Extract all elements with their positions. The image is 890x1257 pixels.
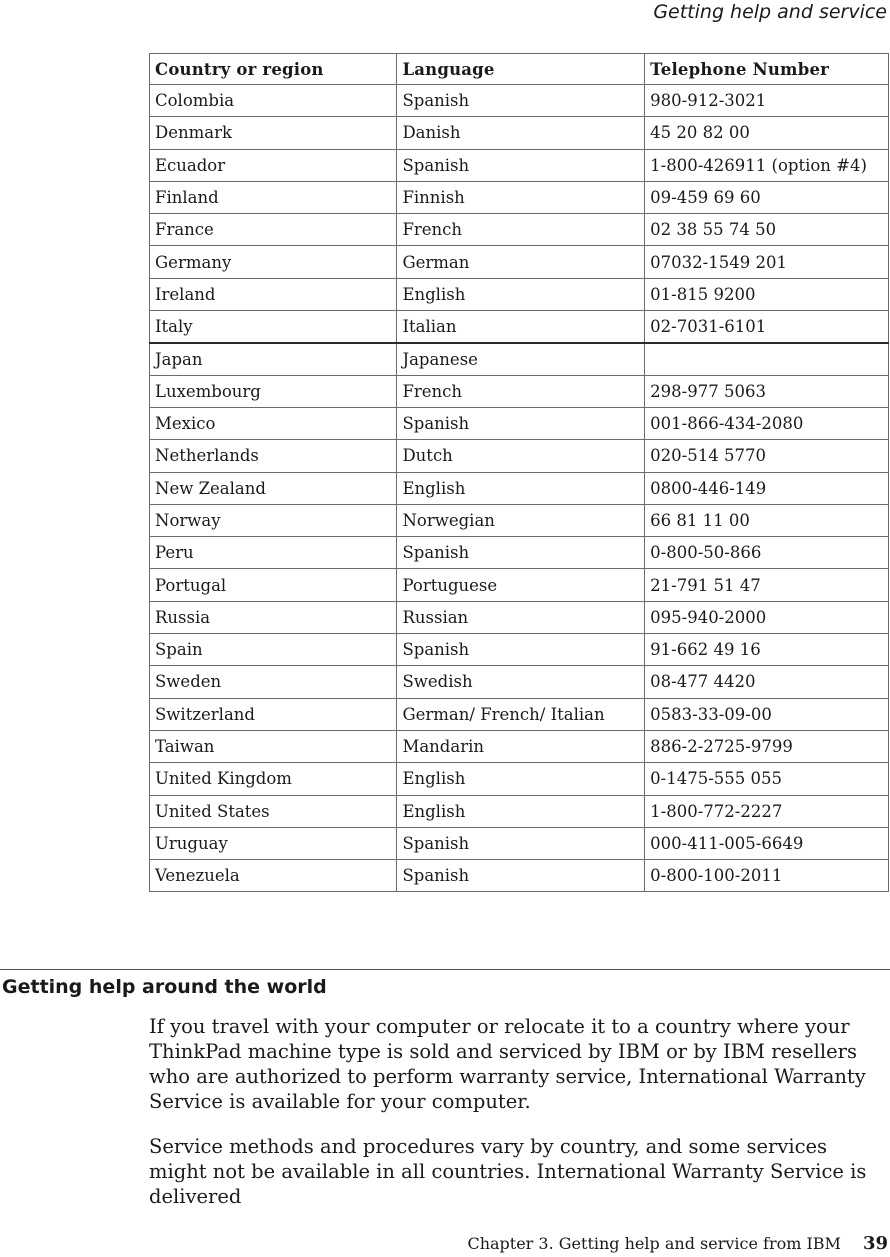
cell-country: Japan — [150, 343, 397, 375]
cell-country: Russia — [150, 601, 397, 633]
cell-country: Venezuela — [150, 860, 397, 892]
table-row — [150, 827, 889, 859]
table-row — [150, 343, 889, 375]
cell-language: Russian — [397, 601, 645, 633]
cell-language: Spanish — [397, 149, 645, 181]
cell-country: Colombia — [150, 85, 397, 117]
cell-telephone: 020-514 5770 — [645, 440, 889, 472]
table-row — [150, 246, 889, 278]
table-row — [150, 181, 889, 213]
cell-country: Netherlands — [150, 440, 397, 472]
table-row — [150, 537, 889, 569]
cell-language: English — [397, 278, 645, 310]
table-row — [150, 440, 889, 472]
table-row — [150, 504, 889, 536]
cell-telephone: 66 81 11 00 — [645, 504, 889, 536]
cell-language: German — [397, 246, 645, 278]
table-body — [150, 85, 889, 892]
cell-telephone: 01-815 9200 — [645, 278, 889, 310]
page-footer — [467, 1234, 888, 1254]
column-header-country: Country or region — [150, 54, 397, 85]
cell-telephone: 0-800-100-2011 — [645, 860, 889, 892]
cell-language: English — [397, 763, 645, 795]
table-row — [150, 730, 889, 762]
cell-language: Spanish — [397, 827, 645, 859]
cell-telephone: 886-2-2725-9799 — [645, 730, 889, 762]
cell-country: Italy — [150, 311, 397, 343]
table-header-row — [150, 54, 889, 85]
page-number: 39 — [862, 1233, 888, 1254]
cell-telephone: 0-800-50-866 — [645, 537, 889, 569]
table-row — [150, 85, 889, 117]
table-row — [150, 569, 889, 601]
table-row — [150, 472, 889, 504]
table-row — [150, 666, 889, 698]
cell-language: Spanish — [397, 537, 645, 569]
cell-telephone: 45 20 82 00 — [645, 117, 889, 149]
cell-telephone: 07032-1549 201 — [645, 246, 889, 278]
cell-country: Uruguay — [150, 827, 397, 859]
cell-language: English — [397, 472, 645, 504]
cell-country: Ireland — [150, 278, 397, 310]
cell-telephone: 0800-446-149 — [645, 472, 889, 504]
cell-telephone: 000-411-005-6649 — [645, 827, 889, 859]
cell-language: Japanese — [397, 343, 645, 375]
cell-country: Sweden — [150, 666, 397, 698]
table-row — [150, 763, 889, 795]
cell-language: Mandarin — [397, 730, 645, 762]
table-row — [150, 375, 889, 407]
cell-country: Germany — [150, 246, 397, 278]
cell-language: Norwegian — [397, 504, 645, 536]
cell-country: United Kingdom — [150, 763, 397, 795]
table-row — [150, 149, 889, 181]
cell-telephone: 0583-33-09-00 — [645, 698, 889, 730]
table-row — [150, 601, 889, 633]
paragraph-service-methods: Service methods and procedures vary by country, and some services might not be available in all countries. International Warranty Service is delivered — [149, 1135, 867, 1208]
cell-telephone: 02 38 55 74 50 — [645, 214, 889, 246]
cell-country: Ecuador — [150, 149, 397, 181]
cell-language: Spanish — [397, 860, 645, 892]
cell-telephone — [645, 343, 889, 375]
footer-chapter: Chapter 3. Getting help and service from IBM — [467, 1234, 841, 1253]
cell-country: Spain — [150, 634, 397, 666]
cell-language: Italian — [397, 311, 645, 343]
cell-country: United States — [150, 795, 397, 827]
cell-language: French — [397, 214, 645, 246]
table-row — [150, 278, 889, 310]
cell-language: Swedish — [397, 666, 645, 698]
cell-country: Mexico — [150, 407, 397, 439]
cell-telephone: 1-800-772-2227 — [645, 795, 889, 827]
cell-telephone: 21-791 51 47 — [645, 569, 889, 601]
cell-language: Spanish — [397, 407, 645, 439]
section-divider — [0, 969, 890, 970]
cell-telephone: 91-662 49 16 — [645, 634, 889, 666]
cell-country: New Zealand — [150, 472, 397, 504]
cell-telephone: 298-977 5063 — [645, 375, 889, 407]
cell-telephone: 1-800-426911 (option #4) — [645, 149, 889, 181]
cell-telephone: 095-940-2000 — [645, 601, 889, 633]
cell-country: Norway — [150, 504, 397, 536]
table-row — [150, 698, 889, 730]
cell-language: Spanish — [397, 634, 645, 666]
table-row — [150, 795, 889, 827]
cell-telephone: 0-1475-555 055 — [645, 763, 889, 795]
table-row — [150, 311, 889, 343]
cell-country: Taiwan — [150, 730, 397, 762]
column-header-language: Language — [397, 54, 645, 85]
cell-language: English — [397, 795, 645, 827]
cell-telephone: 09-459 69 60 — [645, 181, 889, 213]
table-row — [150, 407, 889, 439]
cell-language: German/ French/ Italian — [397, 698, 645, 730]
cell-language: Dutch — [397, 440, 645, 472]
cell-country: Finland — [150, 181, 397, 213]
cell-language: French — [397, 375, 645, 407]
table-row — [150, 634, 889, 666]
section-heading: Getting help around the world — [2, 976, 327, 998]
running-header: Getting help and service — [653, 1, 887, 23]
table-row — [150, 214, 889, 246]
cell-language: Finnish — [397, 181, 645, 213]
cell-language: Danish — [397, 117, 645, 149]
cell-telephone: 02-7031-6101 — [645, 311, 889, 343]
cell-country: Portugal — [150, 569, 397, 601]
column-header-telephone: Telephone Number — [645, 54, 889, 85]
cell-telephone: 001-866-434-2080 — [645, 407, 889, 439]
cell-country: Luxembourg — [150, 375, 397, 407]
cell-country: Denmark — [150, 117, 397, 149]
cell-country: France — [150, 214, 397, 246]
cell-language: Portuguese — [397, 569, 645, 601]
cell-country: Switzerland — [150, 698, 397, 730]
paragraph-travel: If you travel with your computer or relocate it to a country where your ThinkPad machine type is sold and serviced by IBM or by IBM resellers who are authorized to perform warranty service, International Warranty Service is available for your computer. — [149, 1015, 866, 1113]
cell-telephone: 980-912-3021 — [645, 85, 889, 117]
table-row — [150, 860, 889, 892]
support-phone-table — [149, 53, 889, 892]
cell-language: Spanish — [397, 85, 645, 117]
cell-telephone: 08-477 4420 — [645, 666, 889, 698]
table-row — [150, 117, 889, 149]
cell-country: Peru — [150, 537, 397, 569]
